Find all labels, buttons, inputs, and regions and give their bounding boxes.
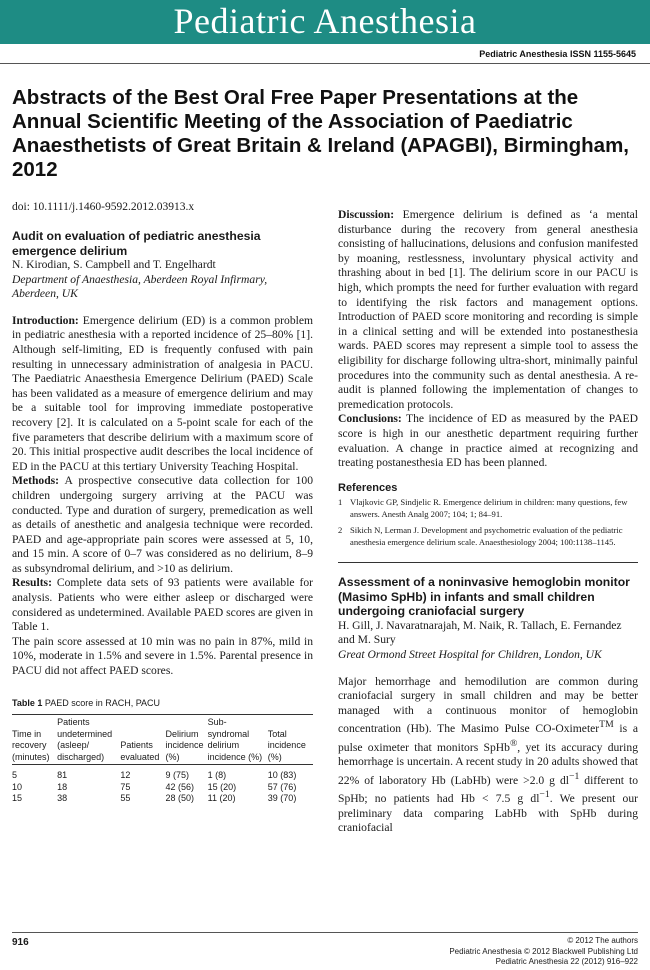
reference-text: Sikich N, Lerman J. Development and psychometric evaluation of the pediatric anesthesia emergence delirium scale. Anaesthesiology 2004; 100:1138–1145. xyxy=(350,525,623,547)
table-cell: 12 xyxy=(120,770,131,781)
table-header: Patients evaluated xyxy=(120,715,165,765)
conclusions-label: Conclusions: xyxy=(338,412,402,426)
reference-number: 2 xyxy=(338,525,343,536)
left-column xyxy=(12,229,313,805)
reference-text: Vlajkovic GP, Sindjelic R. Emergence delirium in children: many questions, few answers. Anesth Analg 2007; 104; 1; 84–91. xyxy=(350,497,628,519)
table-cell: 38 xyxy=(57,793,68,804)
table-header: Delirium incidence (%) xyxy=(165,715,207,765)
page-title: Abstracts of the Best Oral Free Paper Presentations at the Annual Scientific Meeting of the Association of Paediatric Anaesthetists of Great Britain & Ireland (APAGBI), Birmingham, 2012 xyxy=(12,86,629,181)
table-header: Sub-syndromal delirium incidence (%) xyxy=(208,715,268,765)
article1-discussion xyxy=(338,208,638,412)
table-cell: 15 xyxy=(12,793,23,804)
table-header: Patients undetermined (asleep/ discharged) xyxy=(57,715,120,765)
article2-body-part: Major hemorrhage and hemodilution are common during craniofacial surgery in small children and may be better managed with a continuous monitor of hemoglobin concentration (Hb). The Masimo Pulse CO-Oximeter xyxy=(338,674,638,736)
article1-introduction xyxy=(12,314,313,475)
article1-methods xyxy=(12,474,313,576)
references-heading: References xyxy=(338,481,398,494)
article2-authors: H. Gill, J. Navaratnarajah, M. Naik, R. Tallach, E. Fernandez and M. Sury xyxy=(338,618,622,647)
table-cell: 1 (8) xyxy=(207,770,227,781)
article2-body-part: , yet its accuracy during hemorrhage is uncertain. A recent study in 20 adults showed that 22% of laboratory Hb (LabHb) were >2.0 g dl xyxy=(338,740,638,787)
issn-label: Pediatric Anesthesia ISSN 1155-5645 xyxy=(479,49,636,59)
unit-exponent: −1 xyxy=(569,770,580,782)
article2-affiliation: Great Ormond Street Hospital for Children, London, UK xyxy=(338,647,602,661)
table-cell: 75 xyxy=(120,781,131,792)
table-cell: 9 (75) xyxy=(165,770,189,781)
trademark-mark: TM xyxy=(599,719,614,731)
registered-mark: ® xyxy=(509,737,518,749)
article1-authors: N. Kirodian, S. Campbell and T. Engelhardt xyxy=(12,258,216,271)
table-cell: 28 (50) xyxy=(165,793,195,804)
methods-label: Methods: xyxy=(12,474,60,488)
table1 xyxy=(12,714,313,805)
table-cell: 55 xyxy=(120,793,131,804)
conclusions-text: The incidence of ED as measured by the PAED score is high in our anesthetic department requiring further evaluation. A change in practice aimed at recognizing and treating postanesthesia ED has been planned. xyxy=(338,412,638,470)
table1-caption xyxy=(12,696,313,711)
article1-results-2: The pain score assessed at 10 min was no pain in 87%, mild in 10%, moderate in 1.5% and severe in 1.5%. Parental presence in PACU did not affect PAED scores. xyxy=(12,634,313,678)
table-cell: 42 (56) xyxy=(165,781,195,792)
table-row xyxy=(12,782,313,794)
table1-caption-label: Table 1 xyxy=(12,697,43,708)
methods-text: A prospective consecutive data collection for 100 children undergoing surgery arriving at the PACU was conducted. Type and duration of surgery, premedication as well as details of anesthetic and analgesia technique were recorded. PAED and age-appropriate pain scores were assessed at 5, 10, and 15 min. A score of 0–7 was considered as no delirium, 8–9 as subsyndromal delirium, and >10 as delirium. xyxy=(12,474,313,575)
table-cell: 18 xyxy=(57,781,68,792)
article2-body-part: different to SpHb; no patients had Hb < 7.5 g dl xyxy=(338,773,638,806)
footer-rule xyxy=(12,932,638,933)
article-separator xyxy=(338,562,638,563)
footer-copyright xyxy=(449,936,638,968)
article2-title: Assessment of a noninvasive hemoglobin monitor (Masimo SpHb) in infants and small children undergoing craniofacial surgery xyxy=(338,575,630,619)
table-cell: 5 xyxy=(12,770,18,781)
table-header: Time in recovery (minutes) xyxy=(12,715,57,765)
article1-results xyxy=(12,576,313,634)
table-cell: 10 (83) xyxy=(267,770,297,781)
header-rule xyxy=(0,63,650,64)
reference-item xyxy=(338,525,638,548)
article2-body-part: . We present our preliminary data comparing LabHb with SpHb during craniofacial xyxy=(338,792,638,835)
table-cell: 39 (70) xyxy=(267,793,297,804)
footer-line: Pediatric Anesthesia © 2012 Blackwell Publishing Ltd xyxy=(449,946,638,956)
discussion-label: Discussion: xyxy=(338,208,395,221)
table-cell: 81 xyxy=(57,770,68,781)
article1-title: Audit on evaluation of pediatric anesthesia emergence delirium xyxy=(12,229,261,258)
article1-affiliation: Department of Anaesthesia, Aberdeen Royal Infirmary, Aberdeen, UK xyxy=(12,272,268,301)
article2-body xyxy=(338,675,638,836)
article1-conclusions xyxy=(338,412,638,470)
intro-label: Introduction: xyxy=(12,313,79,327)
journal-banner xyxy=(0,0,650,44)
table-row xyxy=(12,793,313,805)
results-label: Results: xyxy=(12,576,52,590)
article2 xyxy=(338,575,638,836)
journal-banner-title: Pediatric Anesthesia xyxy=(173,1,477,41)
doi[interactable]: doi: 10.1111/j.1460-9592.2012.03913.x xyxy=(12,201,195,213)
article2-body-part: is a pulse oximeter that monitors SpHb xyxy=(338,722,638,754)
right-column xyxy=(338,208,638,836)
unit-exponent: −1 xyxy=(539,789,550,801)
table-cell: 15 (20) xyxy=(207,781,237,792)
references-list xyxy=(338,497,638,548)
discussion-text: Emergence delirium is defined as ‘a mental disturbance during the recovery from general anesthesia consisting of hallucinations, delusions and confusion manifested by moaning, restlessness, involuntary physical activity and thrashing about in bed [1]. The delirium score in our PACU is high, which prompts the need for further evaluation with regard to identifying the risk factors and management options. Introduction of PAED score monitoring and recording is simple in a clinical setting and will be extended into postanesthesia wards. PAED scores may represent a simple tool to assess the eligibility for discharge following ultra-short, minimally painful procedures into the community such as dental anesthesia. A re-audit is planned following the implementation of changes to premedication protocols. xyxy=(338,208,638,411)
reference-item xyxy=(338,497,638,520)
footer-line: © 2012 The authors xyxy=(567,936,638,945)
table-row xyxy=(12,765,313,782)
results-text: Complete data sets of 93 patients were available for analysis. Patients who were either asleep or discharged were considered as undetermined. Available PAED scores are given in Table 1. xyxy=(12,576,313,634)
intro-text: Emergence delirium (ED) is a common problem in pediatric anesthesia with a reported incidence of 25–80% [1]. Although self-limiting, ED is frequently confused with pain resulting in unnecessary administration of analgesia in PACU. The Paediatric Anaesthesia Emergence Delirium (PAED) Scale has been validated as a measure of emergence delirium and may be a suitable tool for improving immediate postoperative recovery [2]. It is calculated on a 5-point scale for each of the five parameters that describe delirium with a maximum score of 20. This initial prospective audit describes the local incidence of ED in the PACU at this tertiary University Teaching Hospital. xyxy=(12,313,313,473)
table-header: Total incidence (%) xyxy=(268,715,313,765)
page-number: 916 xyxy=(12,937,29,948)
table-cell: 10 xyxy=(12,781,23,792)
table-cell: 57 (76) xyxy=(267,781,297,792)
reference-number: 1 xyxy=(338,497,343,508)
table1-caption-text: PAED score in RACH, PACU xyxy=(42,697,161,708)
table-cell: 11 (20) xyxy=(207,793,236,804)
footer-line: Pediatric Anesthesia 22 (2012) 916–922 xyxy=(495,957,638,966)
